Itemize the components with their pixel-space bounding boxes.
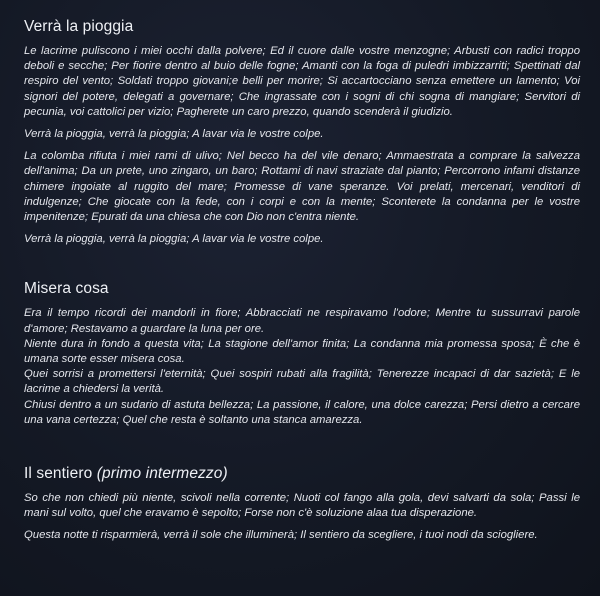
section-title [24, 465, 580, 483]
section-title-text: Il sentiero [24, 465, 93, 483]
lyrics-paragraph: Le lacrime puliscono i miei occhi dalla polvere; Ed il cuore dalle vostre menzogne; Arbusti con radici troppo deboli e secche; Per fiorire dentro al buio delle fogne; Amanti con la foga di puledri imbizzarriti; Spettinati dal respiro del vento; Soldati troppo giovani;e belli per morire; Si accartocciano senza emettere un lamento; Voi signori del potere, delegati a governare; Che ingrassate con i sogni di chi sogna di mangiare; Servitori di pecunia, voi cattolici per vizio; Pagherete un caro prezzo, quando scenderà il giudizio. [24, 45, 580, 118]
lyrics-page [24, 18, 580, 551]
section-il-sentiero [24, 465, 580, 544]
section-title: Misera cosa [24, 280, 109, 298]
section-verra-la-pioggia [24, 18, 580, 247]
lyrics-refrain: Verrà la pioggia, verrà la pioggia; A lavar via le vostre colpe. [24, 128, 324, 141]
section-subtitle: (primo intermezzo) [96, 465, 228, 483]
lyrics-refrain: Verrà la pioggia, verrà la pioggia; A lavar via le vostre colpe. [24, 233, 324, 246]
lyrics-paragraph: So che non chiedi più niente, scivoli nella corrente; Nuoti col fango alla gola, devi salvarti da sola; Passi le mani sul volto, quel che eravamo è sepolto; Forse non c'è soluzione alaa tua disperazione. [24, 492, 580, 520]
lyrics-paragraph: Era il tempo ricordi dei mandorli in fiore; Abbracciati ne respiravamo l'odore; Mentre tu sussurravi parole d'amore; Restavamo a guardare la luna per ore. Niente dura in fondo a questa vita; La stagione dell'amor finita; La condanna mia promessa sposa; È che è umana sorte esser misera cosa. Quei sorrisi a promettersi l'eternità; Quei sospiri rubati alla fragilità; Tenerezze incapaci di dar sazietà; E le lacrime a chiedersi la verità. Chiusi dentro a un sudario di astuta bellezza; La passione, il calore, una dolce carezza; Persi dietro a cercare una vana certezza; Quel che resta è soltanto una stanca amarezza. [24, 307, 580, 426]
section-misera-cosa [24, 280, 580, 428]
section-title: Verrà la pioggia [24, 18, 134, 35]
lyrics-paragraph: Questa notte ti risparmierà, verrà il sole che illuminerà; Il sentiero da scegliere, i tuoi nodi da sciogliere. [24, 529, 538, 542]
lyrics-paragraph: La colomba rifiuta i miei rami di ulivo; Nel becco ha del vile denaro; Ammaestrata a comprare la salvezza dell'anima; Da un prete, uno zingaro, un baro; Rottami di navi straziate dal pianto; Percorrono infami distanze chimere ingoiate al ruggito del mare; Promesse di vane speranze. Voi prelati, mercenari, venditori di indulgenze; Che giocate con la fede, con i corpi e con la mente; Sconterete la condanna per le vostre impenitenze; Epurati da una chiesa che con Dio non c'entra niente. [24, 150, 580, 224]
